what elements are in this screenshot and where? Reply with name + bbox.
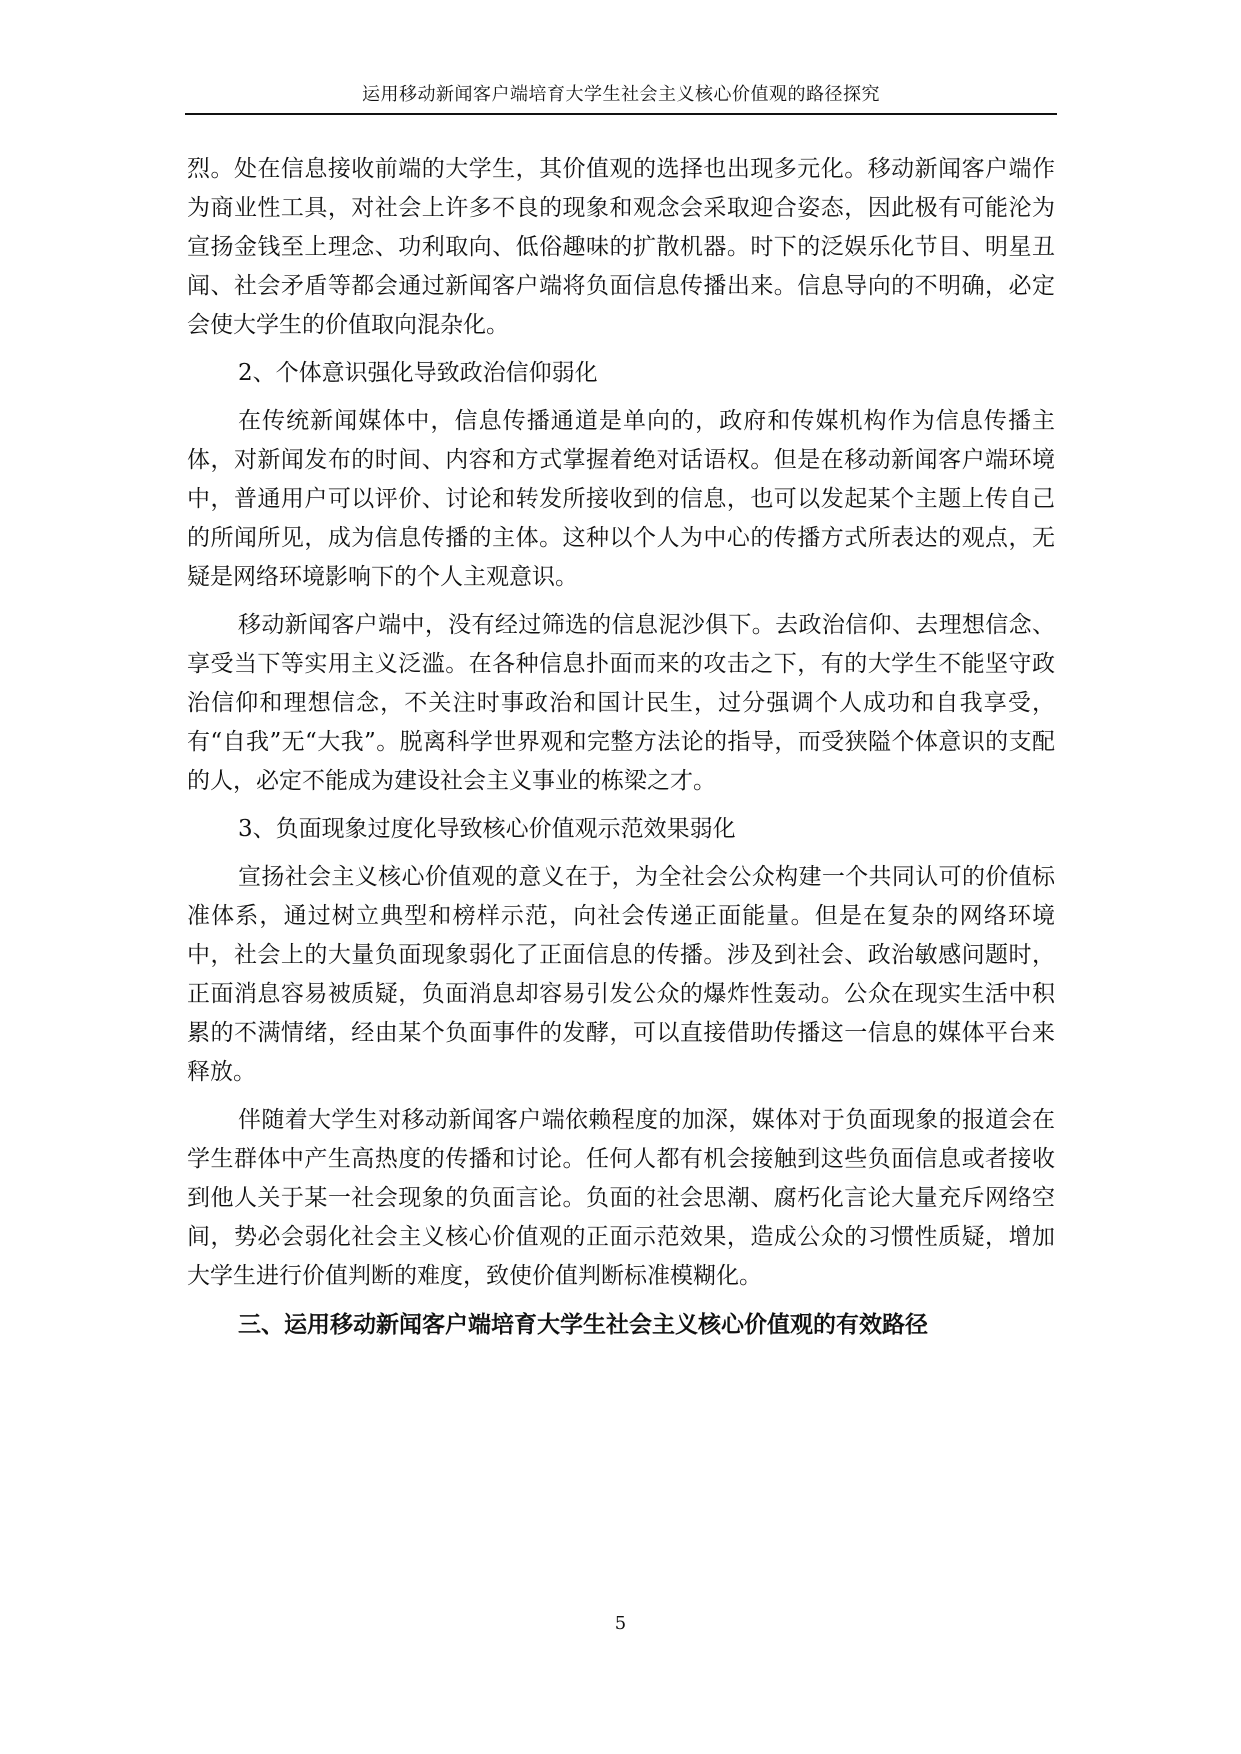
paragraph-continued: 烈。处在信息接收前端的大学生，其价值观的选择也出现多元化。移动新闻客户端作为商业性工具，对社会上许多不良的现象和观念会采取迎合姿态，因此极有可能沦为宣扬金钱至上理念、功利取向、低俗趣味的扩散机器。时下的泛娱乐化节目、明星丑闻、社会矛盾等都会通过新闻客户端将负面信息传播出来。信息导向的不明确，必定会使大学生的价值取向混杂化。 bbox=[187, 156, 1055, 338]
body-text bbox=[187, 150, 1055, 1344]
subheading-3: 3、负面现象过度化导致核心价值观示范效果弱化 bbox=[238, 816, 736, 842]
paragraph: 伴随着大学生对移动新闻客户端依赖程度的加深，媒体对于负面现象的报道会在学生群体中产生高热度的传播和讨论。任何人都有机会接触到这些负面信息或者接收到他人关于某一社会现象的负面言论。负面的社会思潮、腐朽化言论大量充斥网络空间，势必会弱化社会主义核心价值观的正面示范效果，造成公众的习惯性质疑，增加大学生进行价值判断的难度，致使价值判断标准模糊化。 bbox=[187, 1107, 1055, 1289]
section-heading: 三、运用移动新闻客户端培育大学生社会主义核心价值观的有效路径 bbox=[238, 1311, 928, 1338]
page-number: 5 bbox=[614, 1613, 627, 1634]
paragraph: 在传统新闻媒体中，信息传播通道是单向的，政府和传媒机构作为信息传播主体，对新闻发布的时间、内容和方式掌握着绝对话语权。但是在移动新闻客户端环境中，普通用户可以评价、讨论和转发所接收到的信息，也可以发起某个主题上传自己的所闻所见，成为信息传播的主体。这种以个人为中心的传播方式所表达的观点，无疑是网络环境影响下的个人主观意识。 bbox=[187, 408, 1055, 590]
running-header: 运用移动新闻客户端培育大学生社会主义核心价值观的路径探究 bbox=[362, 84, 880, 105]
subheading-2: 2、个体意识强化导致政治信仰弱化 bbox=[238, 360, 598, 386]
paragraph: 宣扬社会主义核心价值观的意义在于，为全社会公众构建一个共同认可的价值标准体系，通过树立典型和榜样示范，向社会传递正面能量。但是在复杂的网络环境中，社会上的大量负面现象弱化了正面信息的传播。涉及到社会、政治敏感问题时，正面消息容易被质疑，负面消息却容易引发公众的爆炸性轰动。公众在现实生活中积累的不满情绪，经由某个负面事件的发酵，可以直接借助传播这一信息的媒体平台来释放。 bbox=[187, 864, 1055, 1085]
header-rule bbox=[185, 113, 1057, 115]
paragraph: 移动新闻客户端中，没有经过筛选的信息泥沙俱下。去政治信仰、去理想信念、享受当下等实用主义泛滥。在各种信息扑面而来的攻击之下，有的大学生不能坚守政治信仰和理想信念，不关注时事政治和国计民生，过分强调个人成功和自我享受，有“自我”无“大我”。脱离科学世界观和完整方法论的指导，而受狭隘个体意识的支配的人，必定不能成为建设社会主义事业的栋梁之才。 bbox=[187, 612, 1055, 794]
